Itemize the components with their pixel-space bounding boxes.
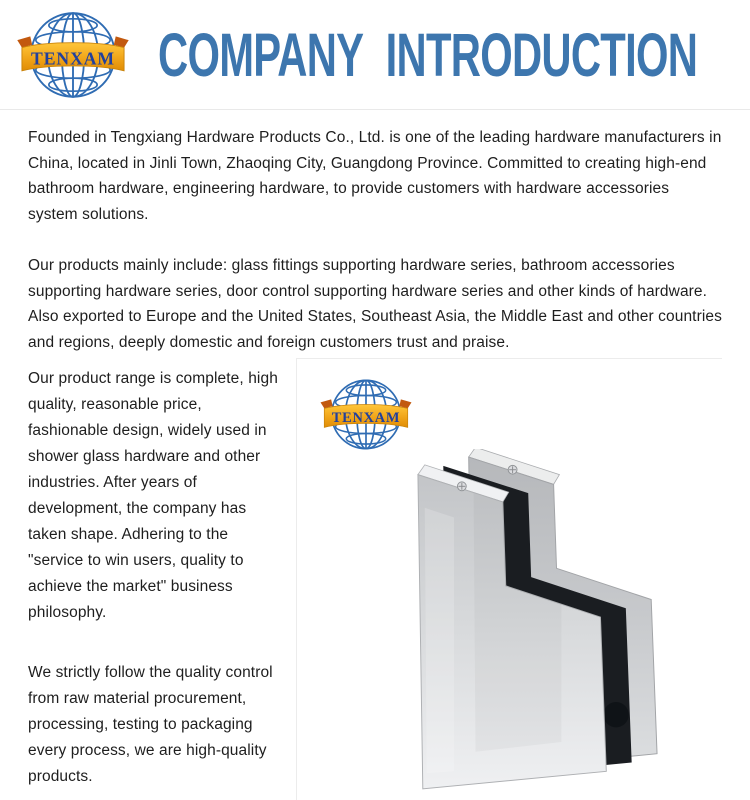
page-title: COMPANY INTRODUCTION [158,20,698,90]
paragraph-quality-control: We strictly follow the quality control from raw material procurement, processing, testing to packaging every process, we are high-quality products. [28,664,273,785]
paragraph-products: Our products mainly include: glass fittings supporting hardware series, bathroom accessories supporting hardware series, door control supporting hardware series and other kinds of hardware. Also exported to Europe and the United States, Southeast Asia, the Middle East and other countries and regions, deeply domestic and foreign customers trust and praise. [28,257,722,351]
tenxam-globe-logo-icon-small [319,372,413,457]
main-content [0,125,750,800]
two-column-section [28,358,722,800]
product-image-patch-fitting [415,449,659,793]
tenxam-globe-logo-icon [14,3,132,107]
product-panel [296,358,722,800]
header [0,0,750,110]
brand-name-text: TENXAM [31,47,115,68]
left-text-column [28,358,296,800]
paragraph-product-range: Our product range is complete, high quality, reasonable price, fashionable design, widely used in shower glass hardware and other industries. After years of development, the company has taken shape. Adhering to the "service to win users, quality to achieve the market" business philosophy. [28,370,278,621]
paragraph-founded: Founded in Tengxiang Hardware Products Co., Ltd. is one of the leading hardware manufacturers in China, located in Jinli Town, Zhaoqing City, Guangdong Province. Committed to creating high-end bathroom hardware, engineering hardware, to provide customers with hardware accessories system solutions. [28,129,722,223]
brand-name-text-small: TENXAM [331,410,401,427]
